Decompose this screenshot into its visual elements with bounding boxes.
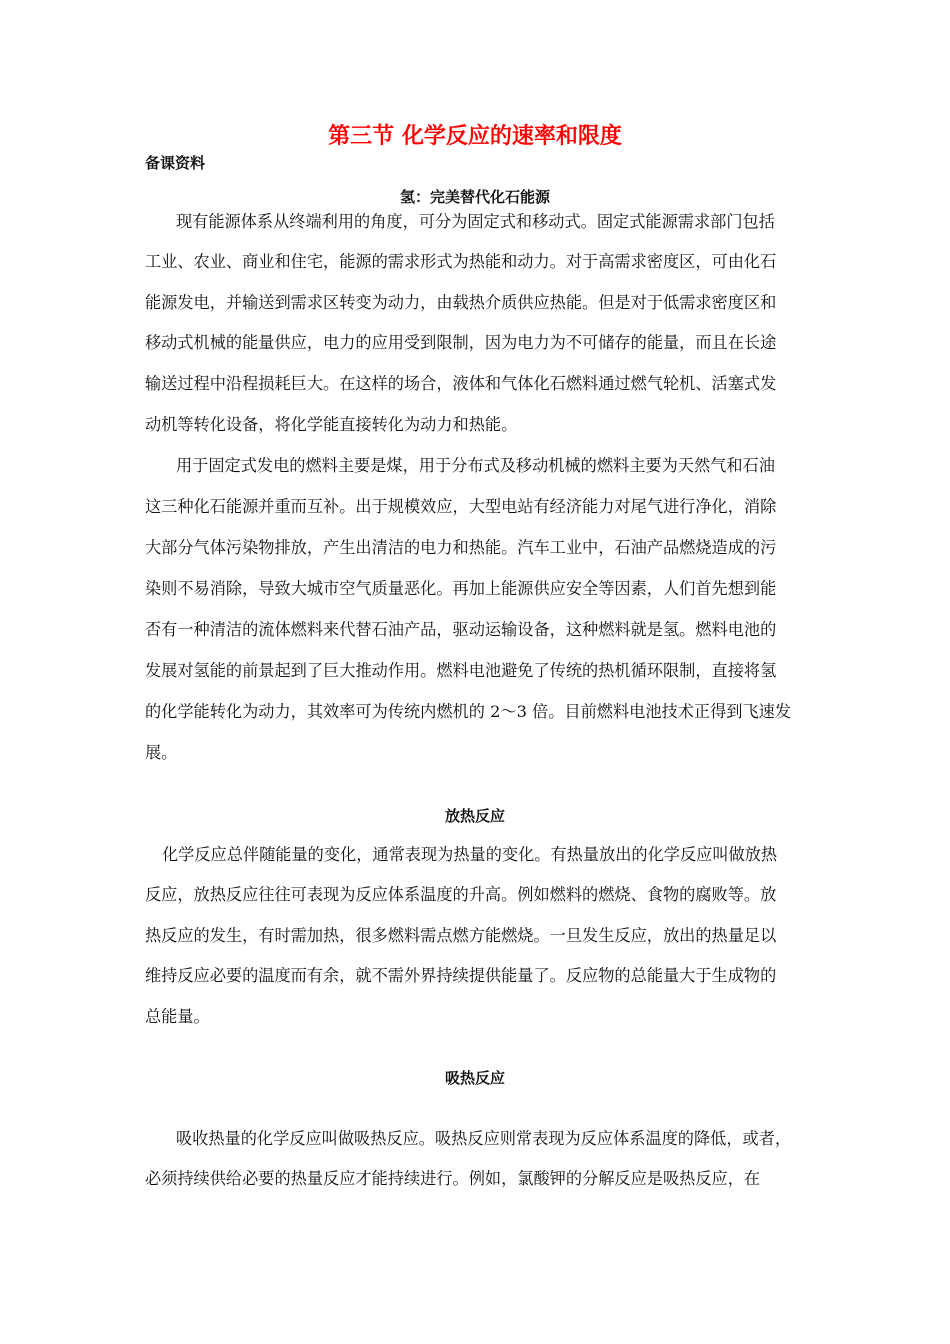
- text-line: 反应，放热反应往往可表现为反应体系温度的升高。例如燃料的燃烧、食物的腐败等。放: [145, 885, 777, 904]
- text-line: 展。: [145, 743, 178, 762]
- text-line: 工业、农业、商业和住宅，能源的需求形式为热能和动力。对于高需求密度区，可由化石: [145, 252, 777, 271]
- text-line: 热反应的发生，有时需加热，很多燃料需点燃方能燃烧。一旦发生反应，放出的热量足以: [145, 926, 777, 945]
- text-line: 能源发电，并输送到需求区转变为动力，由载热介质供应热能。但是对于低需求密度区和: [145, 293, 777, 312]
- text-line: 输送过程中沿程损耗巨大。在这样的场合，液体和气体化石燃料通过燃气轮机、活塞式发: [145, 374, 777, 393]
- text-line: 化学反应总伴随能量的变化，通常表现为热量的变化。有热量放出的化学反应叫做放热: [162, 845, 778, 864]
- section-heading-exothermic: 放热反应: [444, 807, 505, 825]
- text-line: 总能量。: [145, 1007, 210, 1026]
- section-heading-hydrogen: 氢：完美替代化石能源: [399, 188, 550, 206]
- section-label: 备课资料: [145, 154, 206, 172]
- text-line: 这三种化石能源并重而互补。出于规模效应，大型电站有经济能力对尾气进行净化，消除: [145, 497, 777, 516]
- section-heading-endothermic: 吸热反应: [444, 1069, 505, 1087]
- text-line: 吸收热量的化学反应叫做吸热反应。吸热反应则常表现为反应体系温度的降低，或者，: [176, 1129, 792, 1148]
- page-title: 第三节 化学反应的速率和限度: [328, 124, 622, 149]
- text-line: 染则不易消除，导致大城市空气质量恶化。再加上能源供应安全等因素，人们首先想到能: [145, 579, 777, 598]
- text-line: 移动式机械的能量供应，电力的应用受到限制，因为电力为不可储存的能量，而且在长途: [145, 333, 777, 352]
- text-line: 动机等转化设备，将化学能直接转化为动力和热能。: [145, 415, 518, 434]
- text-line: 用于固定式发电的燃料主要是煤，用于分布式及移动机械的燃料主要为天然气和石油: [176, 456, 775, 475]
- text-line: 现有能源体系从终端利用的角度，可分为固定式和移动式。固定式能源需求部门包括: [176, 212, 775, 231]
- text-line: 否有一种清洁的流体燃料来代替石油产品，驱动运输设备，这种燃料就是氢。燃料电池的: [145, 620, 777, 639]
- text-line: 的化学能转化为动力，其效率可为传统内燃机的 2～3 倍。目前燃料电池技术正得到飞速发: [145, 702, 792, 721]
- text-line: 发展对氢能的前景起到了巨大推动作用。燃料电池避免了传统的热机循环限制，直接将氢: [145, 661, 777, 680]
- text-line: 维持反应必要的温度而有余，就不需外界持续提供能量了。反应物的总能量大于生成物的: [145, 966, 777, 985]
- text-line: 必须持续供给必要的热量反应才能持续进行。例如，氯酸钾的分解反应是吸热反应，在: [145, 1169, 761, 1188]
- text-line: 大部分气体污染物排放，产生出清洁的电力和热能。汽车工业中，石油产品燃烧造成的污: [145, 538, 777, 557]
